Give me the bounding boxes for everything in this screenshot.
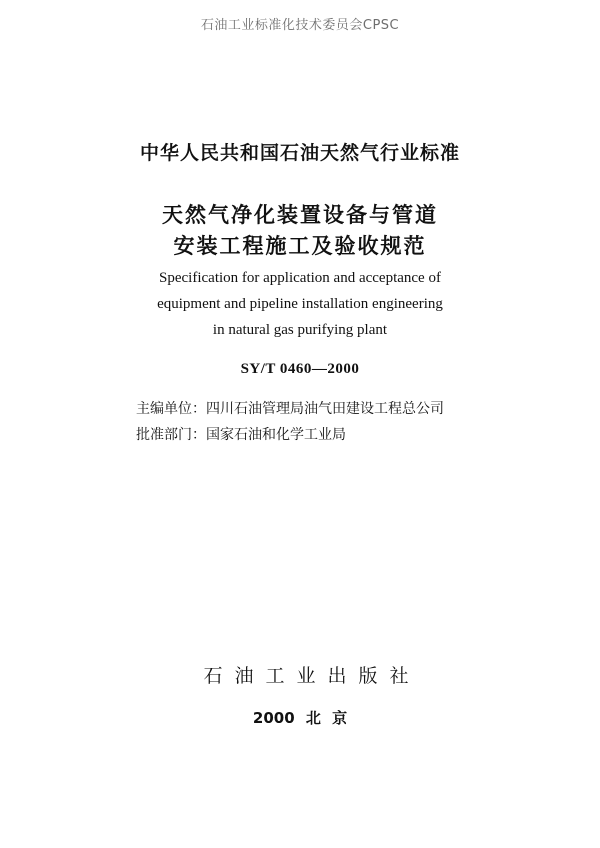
editor-unit: 主编单位：四川石油管理局油气田建设工程总公司 [136, 401, 444, 417]
title-cn-line-2: 安装工程施工及验收规范 [173, 234, 427, 258]
publication-date-place: 2000 北 京 [252, 709, 348, 727]
title-en-line-2: equipment and pipeline installation engineering [157, 296, 443, 312]
standard-code: SY/T 0460—2000 [240, 361, 360, 377]
publisher-name: 石油工业出版社 [203, 665, 421, 687]
title-en-line-3: in natural gas purifying plant [212, 322, 388, 338]
title-cn-line-1: 天然气净化装置设备与管道 [162, 203, 438, 227]
title-en-line-1: Specification for application and acceptance of [159, 270, 441, 286]
watermark-text: 石油工业标准化技术委员会CPSC [200, 18, 400, 33]
industry-standard-heading: 中华人民共和国石油天然气行业标准 [139, 142, 460, 164]
approval-department: 批准部门：国家石油和化学工业局 [136, 427, 346, 443]
